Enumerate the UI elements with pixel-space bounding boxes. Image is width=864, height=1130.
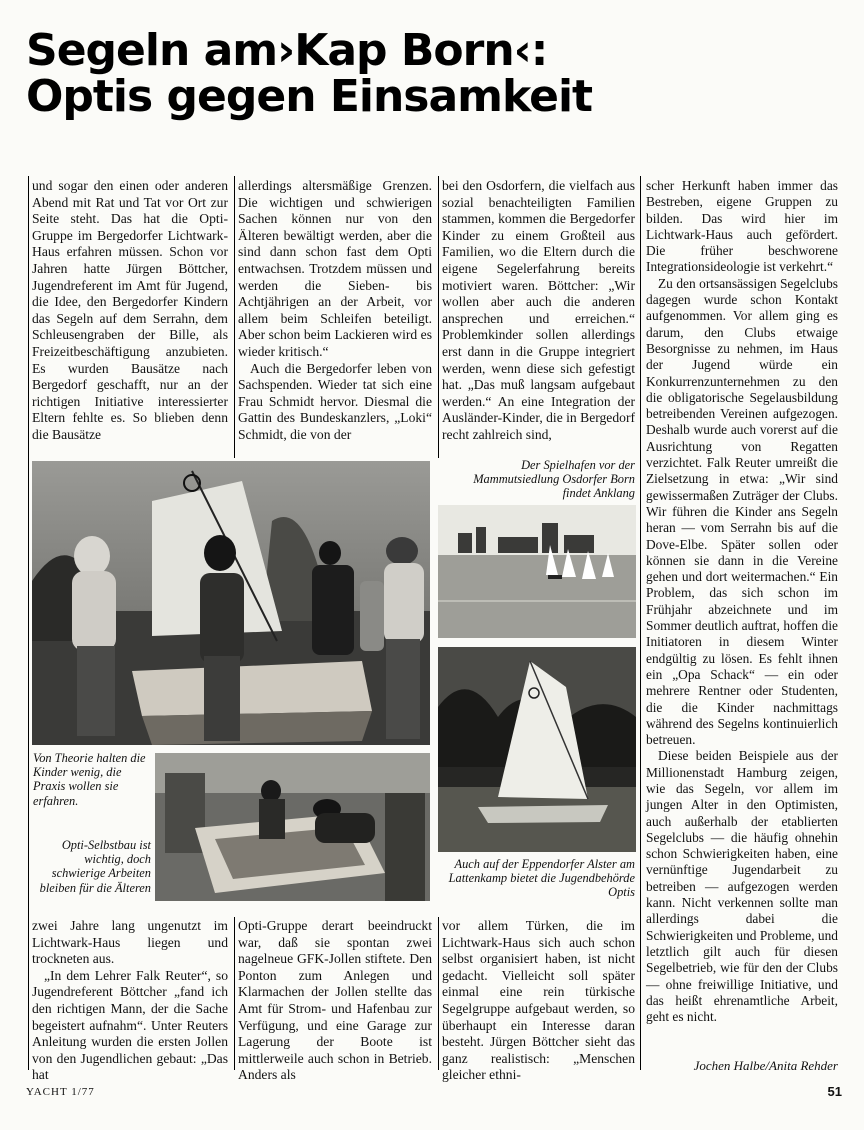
column-rule-b1 bbox=[234, 917, 235, 1070]
column-rule-2 bbox=[438, 176, 439, 458]
photo-kids-with-boat bbox=[32, 461, 430, 745]
author-byline: Jochen Halbe/Anita Rehder bbox=[693, 1058, 838, 1073]
article-column-2-top bbox=[238, 178, 432, 452]
paragraph: „In dem Lehrer Falk Reuter“, so Jugendreferent Böttcher „fand ich den richtigen Mann, der die Sache begeistert aufnahm“. Unter Reuters Anleitung wurden die ersten Jollen von den Jugendlichen gebaut: „Das hat bbox=[32, 967, 228, 1083]
paragraph: scher Herkunft haben immer das Bestreben, eigene Gruppen zu bilden. Das wird hier im Lichtwark-Haus auch gefördert. Die früher beschworene Integrationsideologie ist verkehrt.“ bbox=[646, 178, 838, 275]
column-rule-left bbox=[28, 176, 29, 1070]
paragraph: zwei Jahre lang ungenutzt im Lichtwark-Haus liegen und trockneten aus. bbox=[32, 918, 228, 967]
paragraph: Opti-Gruppe derart beeindruckt war, daß sie spontan zwei nagelneue GFK-Jollen stiftete. Den Ponton zum Anlegen und Klarmachen der Jollen stellte das Amt für Strom- und Hafenbau zur Verfügung, und eine Garage zur Lagerung der Boote ist mittlerweile auch schon in Betrieb. Anders als bbox=[238, 918, 432, 1083]
column-rule-3 bbox=[640, 176, 641, 1070]
article-column-3-bottom bbox=[442, 918, 635, 1083]
paragraph: vor allem Türken, die im Lichtwark-Haus sich auch schon selbst organisiert haben, ist nicht gedacht. Vielleicht soll später einmal eine rein türkische Segelgruppe aufgebaut werden, so überhaupt ein Interesse daran besteht. Jürgen Böttcher sieht das ganz realistisch: „Menschen gleicher ethni- bbox=[442, 918, 635, 1083]
photo-spielhafen-harbour bbox=[438, 505, 636, 638]
paragraph: und sogar den einen oder anderen Abend mit Rat und Tat vor Ort zur Seite steht. Das hat die Opti-Gruppe im Bergedorfer Lichtwark-Haus erfahren müssen. Schon vor Jahren hatte Jürgen Böttcher, Jugendreferent im Amt für Jugend, die Idee, den Bergedorfer Kindern das Segeln auf dem Serrahn, dem Schleusengraben der Bille, als Freizeitbeschäftigung anzubieten. Es wurden Bausätze nach Bergedorf geschafft, nur an der richtigen Initiative interessierter Eltern fehlte es. So blieben denn die Bausätze bbox=[32, 178, 228, 442]
column-rule-1 bbox=[234, 176, 235, 458]
caption-theorie: Von Theorie halten die Kinder wenig, die Praxis wollen sie erfahren. bbox=[33, 751, 146, 808]
article-column-2-bottom bbox=[238, 918, 432, 1083]
column-rule-b2 bbox=[438, 917, 439, 1070]
article-headline bbox=[26, 25, 846, 122]
photo-opti-selbstbau bbox=[155, 753, 430, 901]
paragraph: bei den Osdorfern, die vielfach aus sozial benachteiligten Familien stammen, kommen die Bergedorfer Kinder zu einem Großteil aus Familien, wo die Eltern durch die eigene Segelerfahrung bereits motiviert waren. Böttcher: „Wir wollen aber auch die anderen ansprechen und erreichen.“ Problemkinder sollen allerdings erst dann in die Gruppe integriert werden, wenn diese sich gefestigt hat. „Das muß langsam aufgebaut werden.“ An eine Integration der Ausländer-Kinder, die in Bergedorf recht zahlreich sind, bbox=[442, 178, 635, 442]
page-number: 51 bbox=[827, 1084, 842, 1099]
photo-eppendorfer-alster bbox=[438, 647, 636, 852]
paragraph: Diese beiden Beispiele aus der Millionenstadt Hamburg zeigen, wie das Segeln, vor allem im jungen Alter in den Optimisten, auch außerhalb der etablierten Segelclubs — die häufig ohnehin schon Schwierigkeiten haben, eine vernünftige Jugendarbeit zu betreiben — aufgezogen werden kann. Nicht verkennen sollte man allerdings dabei die Schwierigkeiten und Probleme, und letztlich gilt auch für diesen Segelbetrieb, wie für den der Clubs — ohne freiwillige Initiative, und das heißt ehrenamtliche Arbeit, geht es nicht. bbox=[646, 748, 838, 1025]
headline-line-2: Optis gegen Einsamkeit bbox=[26, 71, 593, 122]
paragraph: Zu den ortsansässigen Segelclubs dagegen wurde schon Kontakt aufgenommen. Vor allem ging es darum, den Clubs etwaige Besorgnisse zu nehmen, im Haus der Jugend würde ein Konkurrenzunternehmen zu den die obligatorische Segelausbildung betreibenden Vereinen aufgezogen. Deshalb wurde auch vorerst auf die Ausrichtung von Regatten verzichtet. Falk Reuter umreißt die Zielsetzung in etwa: „Wir sind gewissermaßen Zuträger der Clubs. Wir führen die Kinder ans Segeln heran — vom Serrahn bis auf die Dove-Elbe. Später sollen oder können sie dann in die Vereine gehen und dort weitermachen.“ Ein Problem, das sich schon im Frühjahr abzeichnete und im Sommer deutlich auftrat, hoffen die Initiatoren in diesem Winter endgültig zu lösen. Es fehlt ihnen ein „Opa Schack“ — ein oder mehrere Rentner oder Studenten, die die Kinder nachmittags während des Segelns kontinuierlich betreuen. bbox=[646, 275, 838, 748]
caption-spielhafen: Der Spielhafen vor der Mammutsiedlung Osdorfer Born findet Anklang bbox=[473, 458, 635, 501]
article-column-3-top bbox=[442, 178, 635, 452]
caption-selbstbau: Opti-Selbstbau ist wichtig, doch schwierige Arbeiten bleiben für die Älteren bbox=[39, 838, 151, 895]
caption-eppendorf: Auch auf der Eppendorfer Alster am Lattenkamp bietet die Jugendbehörde Optis bbox=[448, 857, 635, 900]
paragraph: Auch die Bergedorfer leben von Sachspenden. Wieder tat sich eine Frau Schmidt hervor. Diesmal die Gattin des Bundeskanzlers, „Loki“ Schmidt, die von der bbox=[238, 360, 432, 442]
headline-line-1: Segeln am›Kap Born‹: bbox=[26, 25, 548, 76]
article-column-1-bottom bbox=[32, 918, 228, 1083]
magazine-issue: YACHT 1/77 bbox=[26, 1086, 95, 1098]
paragraph: allerdings altersmäßige Grenzen. Die wichtigen und schwierigen Sachen können nur von den Älteren bewältigt werden, aber die sind dann schon fast dem Opti entwachsen. Trotzdem müssen und werden die Sieben- bis Achtjährigen an der Arbeit, vor allem beim Schleifen beteiligt. Aber schon beim Lackieren wird es wieder kritisch.“ bbox=[238, 178, 432, 359]
article-column-1-top bbox=[32, 178, 228, 452]
article-column-4 bbox=[646, 178, 838, 1054]
